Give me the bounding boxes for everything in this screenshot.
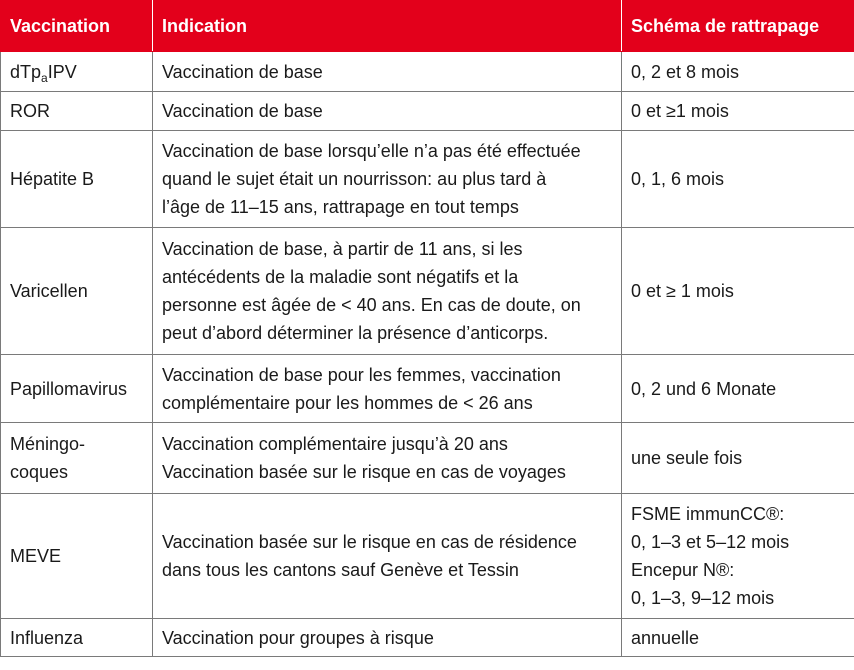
indication-line: antécédents de la maladie sont négatifs et la [162,267,519,287]
schedule-line: 0, 1–3, 9–12 mois [631,588,775,608]
table-header-row [1,1,854,52]
vaccine-cell: Hépatite B [1,131,153,228]
indication-line: Vaccination complémentaire jusqu’à 20 ans [162,434,508,454]
vaccine-subscript: a [41,70,48,85]
vaccine-name: dTp [10,61,42,82]
table-row [1,92,854,131]
schedule-cell: 0, 1, 6 mois [622,131,854,228]
table-row [1,131,854,228]
vaccine-cell: Varicellen [1,228,153,355]
indication-cell [153,423,622,494]
schedule-cell: 0 et ≥1 mois [622,92,854,131]
indication-cell [153,494,622,619]
vaccine-cell: Influenza [1,619,153,657]
schedule-cell: 0 et ≥ 1 mois [622,228,854,355]
indication-line: complémentaire pour les hommes de < 26 ans [162,392,533,413]
schedule-line: Encepur N®: [631,560,735,580]
indication-line: Vaccination basée sur le risque en cas de résidence [162,532,577,552]
schedule-cell: une seule fois [622,423,854,494]
vaccine-name-suffix: IPV [47,61,77,82]
indication-line: dans tous les cantons sauf Genève et Tessin [162,560,519,580]
indication-line: personne est âgée de < 40 ans. En cas de doute, on [162,295,581,315]
indication-line: Vaccination basée sur le risque en cas de voyages [162,462,566,482]
table-row [1,619,854,657]
indication-cell [153,131,622,228]
vaccine-name-line: coques [10,462,69,482]
header-vaccination: Vaccination [1,1,153,52]
vaccine-cell [1,423,153,494]
indication-line: l’âge de 11–15 ans, rattrapage en tout temps [162,197,519,217]
table-row [1,228,854,355]
schedule-line: FSME immunCC®: [631,504,785,524]
indication-cell [153,228,622,355]
header-indication: Indication [153,1,622,52]
schedule-cell [622,494,854,619]
vaccine-cell: MEVE [1,494,153,619]
vaccine-cell [1,52,153,92]
indication-line: Vaccination de base pour les femmes, vaccination [162,364,561,385]
indication-cell [153,355,622,423]
vaccine-name-line: Méningo- [10,434,86,454]
indication-line: Vaccination de base, à partir de 11 ans, si les [162,239,523,259]
schedule-cell: 0, 2 und 6 Monate [622,355,854,423]
header-catch-up-schedule: Schéma de rattrapage [622,1,854,52]
indication-line: Vaccination de base lorsqu’elle n’a pas été effectuée [162,141,581,161]
indication-cell: Vaccination pour groupes à risque [153,619,622,657]
schedule-cell: annuelle [622,619,854,657]
vaccine-cell: Papillomavirus [1,355,153,423]
table-row [1,423,854,494]
indication-line: quand le sujet était un nourrisson: au plus tard à [162,169,547,189]
indication-line: peut d’abord déterminer la présence d’anticorps. [162,323,549,343]
table-row [1,52,854,92]
schedule-cell: 0, 2 et 8 mois [622,52,854,92]
indication-cell: Vaccination de base [153,92,622,131]
vaccine-cell: ROR [1,92,153,131]
table-row [1,355,854,423]
schedule-line: 0, 1–3 et 5–12 mois [631,532,790,552]
table-row [1,494,854,619]
indication-cell: Vaccination de base [153,52,622,92]
